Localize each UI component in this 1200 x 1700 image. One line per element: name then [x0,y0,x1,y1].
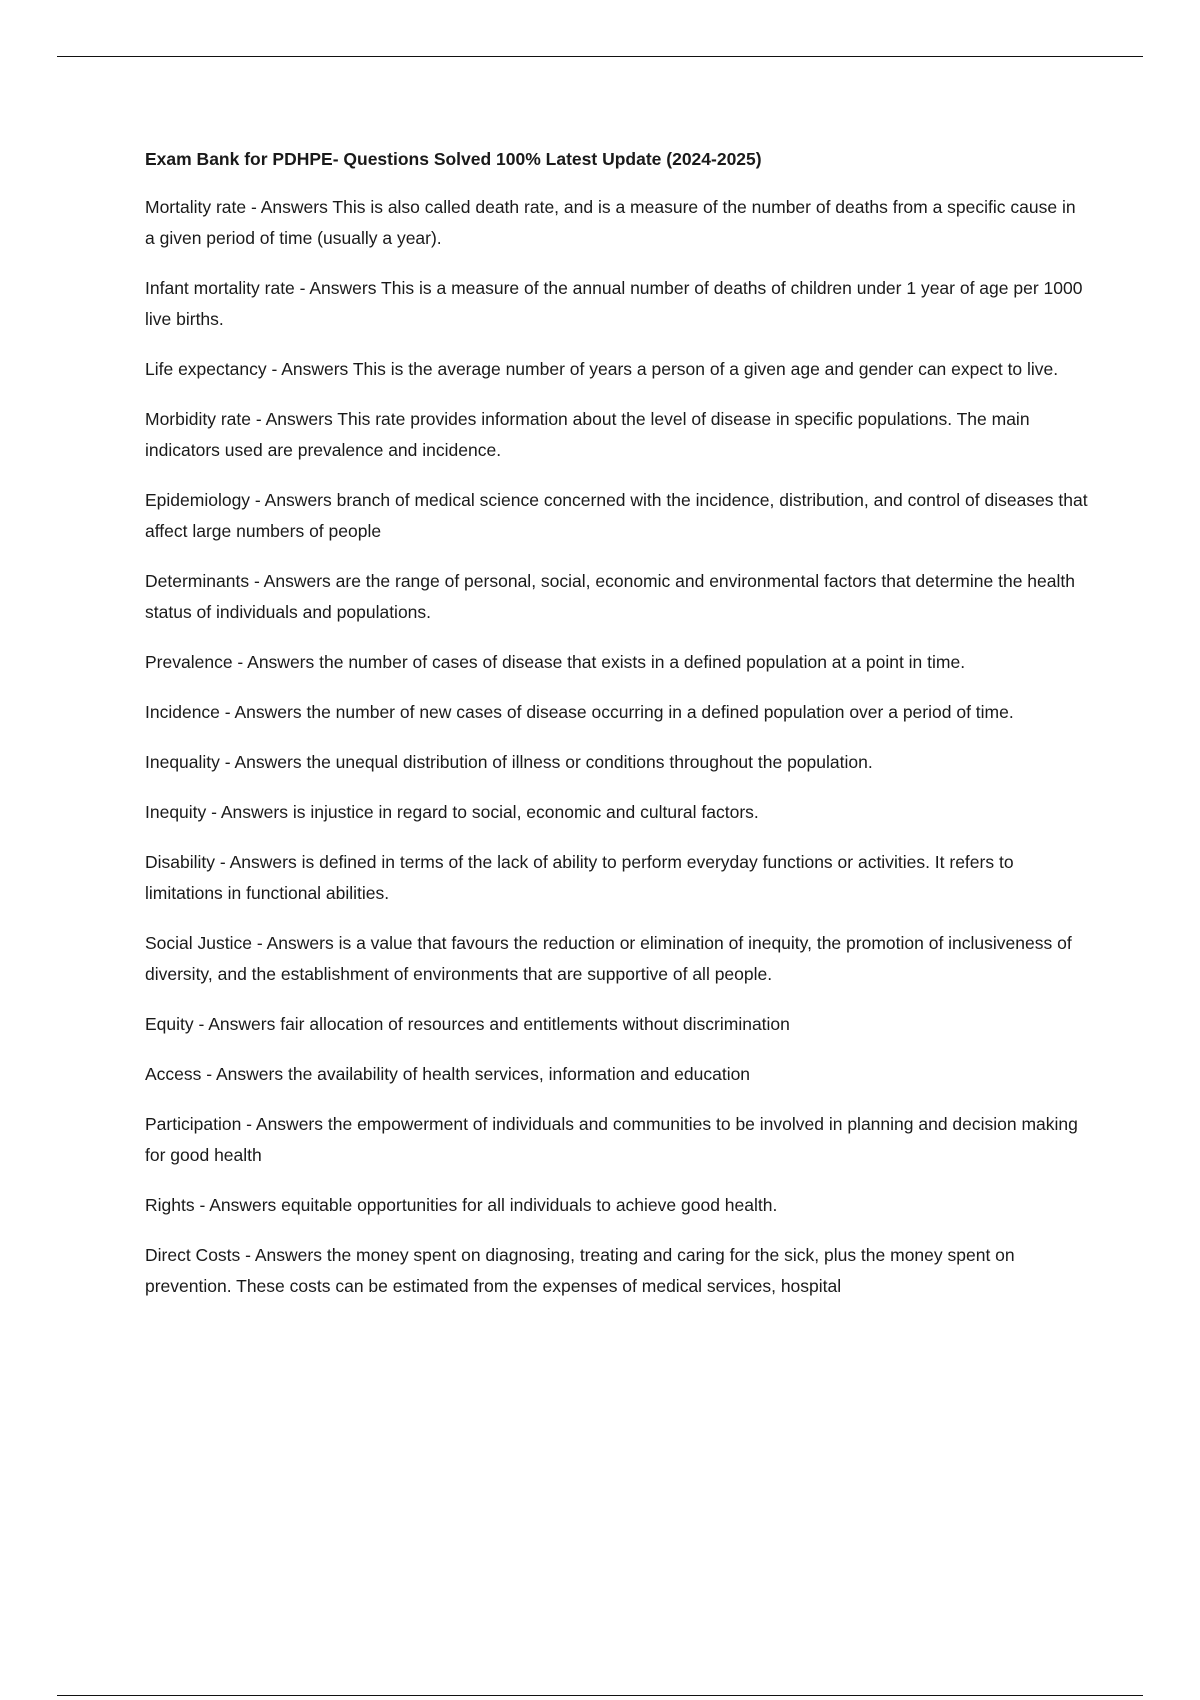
definition-entry [145,566,1090,628]
entry-answer: the availability of health services, information and education [287,1064,751,1084]
document-body [145,146,1090,1321]
entry-answer: is injustice in regard to social, economic and cultural factors. [292,802,759,822]
entry-answer: equitable opportunities for all individuals to achieve good health. [281,1195,778,1215]
entry-term: Incidence [145,702,220,722]
entry-answer: the unequal distribution of illness or conditions throughout the population. [306,752,873,772]
entry-separator: - Answers [219,702,307,722]
entry-term: Mortality rate [145,197,247,217]
entry-term: Prevalence [145,652,233,672]
entry-separator: - Answers [241,1114,328,1134]
entry-separator: - Answers [201,1064,288,1084]
definition-entry [145,847,1090,909]
entry-separator: - Answers [252,933,339,953]
entry-answer: This rate provides information about the level of disease in specific populations. The main indicators used are prevalence and incidence. [145,409,1030,460]
entry-term: Infant mortality rate [145,278,295,298]
entry-separator: - Answers [251,409,338,429]
entry-separator: - Answers [193,1014,281,1034]
entry-separator: - Answers [219,752,307,772]
entry-term: Participation [145,1114,242,1134]
entry-separator: - Answers [250,490,337,510]
entry-term: Inequality [145,752,220,772]
entry-separator: - Answers [232,652,320,672]
entry-term: Life expectancy [145,359,267,379]
entry-answer: fair allocation of resources and entitlements without discrimination [280,1014,790,1034]
definition-entry [145,928,1090,990]
definition-entry [145,1240,1090,1302]
definition-entry [145,273,1090,335]
entry-term: Social Justice [145,933,252,953]
entry-term: Epidemiology [145,490,251,510]
entry-term: Inequity [145,802,207,822]
entry-answer: This is also called death rate, and is a measure of the number of deaths from a specific cause in a given period of time (usually a year). [145,197,1076,248]
top-divider [57,56,1143,57]
definition-entry [145,747,1090,778]
definition-entry [145,647,1090,678]
entry-answer: This is the average number of years a person of a given age and gender can expect to live. [352,359,1059,379]
entry-answer: the number of cases of disease that exists in a defined population at a point in time. [319,652,966,672]
entry-term: Direct Costs [145,1245,241,1265]
entry-term: Rights [145,1195,195,1215]
entry-term: Equity [145,1014,194,1034]
entry-answer: is a value that favours the reduction or elimination of inequity, the promotion of inclusiveness of diversity, and the establishment of environments that are supportive of all people. [145,933,1072,984]
entry-answer: the number of new cases of disease occurring in a defined population over a period of time. [306,702,1014,722]
definition-entry [145,192,1090,254]
definition-entry [145,485,1090,547]
entry-term: Morbidity rate [145,409,252,429]
bottom-divider [57,1695,1143,1696]
definition-entry [145,1190,1090,1221]
entry-term: Disability [145,852,216,872]
entry-separator: - Answers [266,359,353,379]
definition-entry [145,1109,1090,1171]
entry-separator: - Answers [240,1245,327,1265]
definition-entry [145,797,1090,828]
entry-separator: - Answers [294,278,382,298]
entry-answer: the money spent on diagnosing, treating and caring for the sick, plus the money spent on prevention. These costs can be estimated from the expenses of medical services, hospital [145,1245,1015,1296]
entry-answer: are the range of personal, social, economic and environmental factors that determine the health status of individuals and populations. [145,571,1075,622]
definition-entry [145,697,1090,728]
definition-entry [145,1009,1090,1040]
entry-list [145,192,1090,1302]
entry-answer: is defined in terms of the lack of ability to perform everyday functions or activities. It refers to limitations in functional abilities. [145,852,1014,903]
entry-separator: - Answers [215,852,302,872]
entry-separator: - Answers [206,802,293,822]
entry-answer: This is a measure of the annual number of deaths of children under 1 year of age per 1000 live births. [145,278,1083,329]
definition-entry [145,354,1090,385]
entry-term: Access [145,1064,202,1084]
entry-term: Determinants [145,571,250,591]
document-title: Exam Bank for PDHPE- Questions Solved 100% Latest Update (2024-2025) [145,149,762,169]
definition-entry [145,1059,1090,1090]
entry-separator: - Answers [194,1195,282,1215]
entry-answer: the empowerment of individuals and communities to be involved in planning and decision making for good health [145,1114,1078,1165]
definition-entry [145,404,1090,466]
entry-answer: branch of medical science concerned with the incidence, distribution, and control of diseases that affect large numbers of people [145,490,1088,541]
entry-separator: - Answers [249,571,336,591]
entry-separator: - Answers [246,197,333,217]
